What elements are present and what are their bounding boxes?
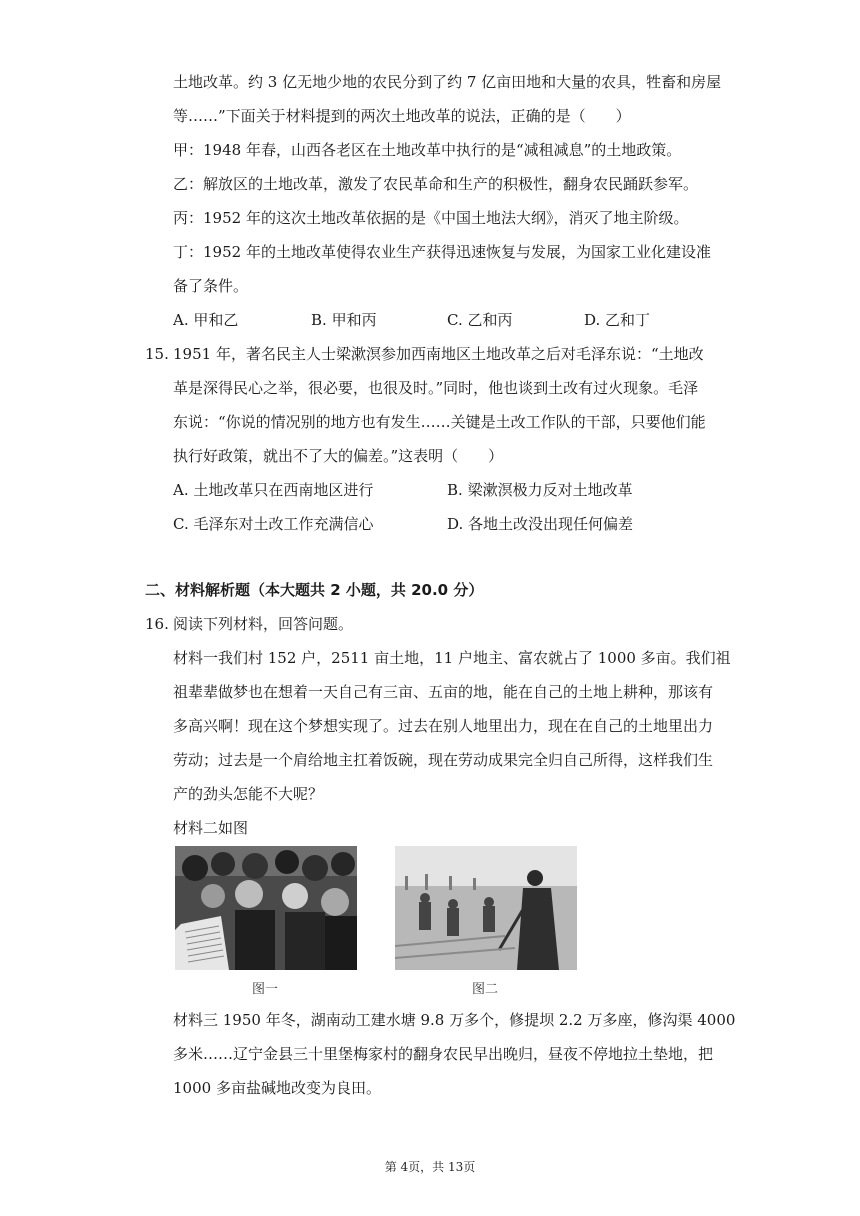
option-label: C. bbox=[173, 515, 189, 533]
option-text: 乙和丁 bbox=[605, 311, 651, 329]
material-three-line-1: 材料三 1950 年冬，湖南动工建水塘 9.8 万多个，修提坝 2.2 万多座，修沟渠 4000 bbox=[173, 1011, 736, 1029]
figure-two-photo bbox=[395, 846, 577, 970]
q14-statement-jia: 甲：1948 年春，山西各老区在土地改革中执行的是“减租减息”的土地政策。 bbox=[173, 141, 682, 159]
material-one-line-1: 材料一我们村 152 户，2511 亩土地，11 户地主、富农就占了 1000 多亩。我们祖 bbox=[173, 649, 731, 667]
q14-stem-line-1: 土地改革。约 3 亿无地少地的农民分到了约 7 亿亩田地和大量的农具，牲畜和房屋 bbox=[173, 73, 722, 91]
option-label: C. bbox=[447, 311, 463, 329]
option-text: 甲和乙 bbox=[193, 311, 239, 329]
q14-option-d[interactable] bbox=[584, 310, 650, 330]
option-label: D. bbox=[447, 515, 464, 533]
q15-option-a[interactable] bbox=[173, 480, 373, 500]
figure-two-caption: 图二 bbox=[472, 982, 499, 997]
q14-option-c[interactable] bbox=[447, 310, 513, 330]
material-one-line-3: 多高兴啊！现在这个梦想实现了。过去在别人地里出力，现在在自己的土地里出力 bbox=[173, 717, 714, 735]
option-label: B. bbox=[311, 311, 327, 329]
material-one-line-4: 劳动；过去是一个肩给地主扛着饭碗，现在劳动成果完全归自己所得，这样我们生 bbox=[173, 751, 714, 769]
option-label: B. bbox=[447, 481, 463, 499]
page-footer: 第 4页，共 13页 bbox=[384, 1160, 476, 1174]
material-two-label: 材料二如图 bbox=[173, 819, 249, 837]
section-heading: 二、材料解析题（本大题共 2 小题，共 20.0 分） bbox=[145, 581, 484, 599]
figure-one-photo bbox=[175, 846, 357, 970]
q15-stem-line-2: 革是深得民心之举，很必要，也很及时。”同时，他也谈到土改有过火现象。毛泽 bbox=[173, 379, 699, 397]
option-label: A. bbox=[173, 311, 189, 329]
material-three-line-2: 多米……辽宁金县三十里堡梅家村的翻身农民早出晚归，昼夜不停地拉土垫地，把 bbox=[173, 1045, 714, 1063]
q15-stem-line-3: 东说：“你说的情况别的地方也有发生……关键是土改工作队的干部，只要他们能 bbox=[173, 413, 706, 431]
q15-stem-line-4: 执行好政策，就出不了大的偏差。”这表明（ ） bbox=[173, 447, 504, 465]
q15-option-c[interactable] bbox=[173, 514, 374, 534]
q14-statement-ding-cont: 备了条件。 bbox=[173, 277, 249, 295]
q15-stem-line-1: 1951 年，著名民主人士梁漱溟参加西南地区土地改革之后对毛泽东说：“土地改 bbox=[173, 345, 704, 363]
material-one-line-5: 产的劲头怎能不大呢？ bbox=[173, 785, 324, 803]
q16-intro: 阅读下列材料，回答问题。 bbox=[173, 615, 354, 633]
q14-statement-bing: 丙：1952 年的这次土地改革依据的是《中国土地法大纲》，消灭了地主阶级。 bbox=[173, 209, 689, 227]
option-label: A. bbox=[173, 481, 189, 499]
q15-option-b[interactable] bbox=[447, 480, 633, 500]
option-text: 梁漱溟极力反对土地改革 bbox=[467, 481, 633, 499]
option-text: 甲和丙 bbox=[331, 311, 377, 329]
material-one-line-2: 祖辈辈做梦也在想着一天自己有三亩、五亩的地，能在自己的土地上耕种，那该有 bbox=[173, 683, 714, 701]
option-text: 毛泽东对土改工作充满信心 bbox=[193, 515, 374, 533]
q14-option-a[interactable] bbox=[173, 310, 238, 330]
q15-option-d[interactable] bbox=[447, 514, 633, 534]
option-text: 乙和丙 bbox=[467, 311, 513, 329]
q14-statement-ding: 丁：1952 年的土地改革使得农业生产获得迅速恢复与发展，为国家工业化建设准 bbox=[173, 243, 711, 261]
option-label: D. bbox=[584, 311, 601, 329]
q14-option-b[interactable] bbox=[311, 310, 377, 330]
q16-number: 16. bbox=[145, 615, 169, 633]
q14-statement-yi: 乙：解放区的土地改革，激发了农民革命和生产的积极性，翻身农民踊跃参军。 bbox=[173, 175, 699, 193]
figure-one-caption: 图一 bbox=[252, 982, 279, 997]
option-text: 土地改革只在西南地区进行 bbox=[193, 481, 374, 499]
q14-stem-line-2: 等……”下面关于材料提到的两次土地改革的说法，正确的是（ ） bbox=[173, 107, 631, 125]
material-three-line-3: 1000 多亩盐碱地改变为良田。 bbox=[173, 1079, 381, 1097]
q15-number: 15. bbox=[145, 345, 169, 363]
option-text: 各地土改没出现任何偏差 bbox=[468, 515, 634, 533]
